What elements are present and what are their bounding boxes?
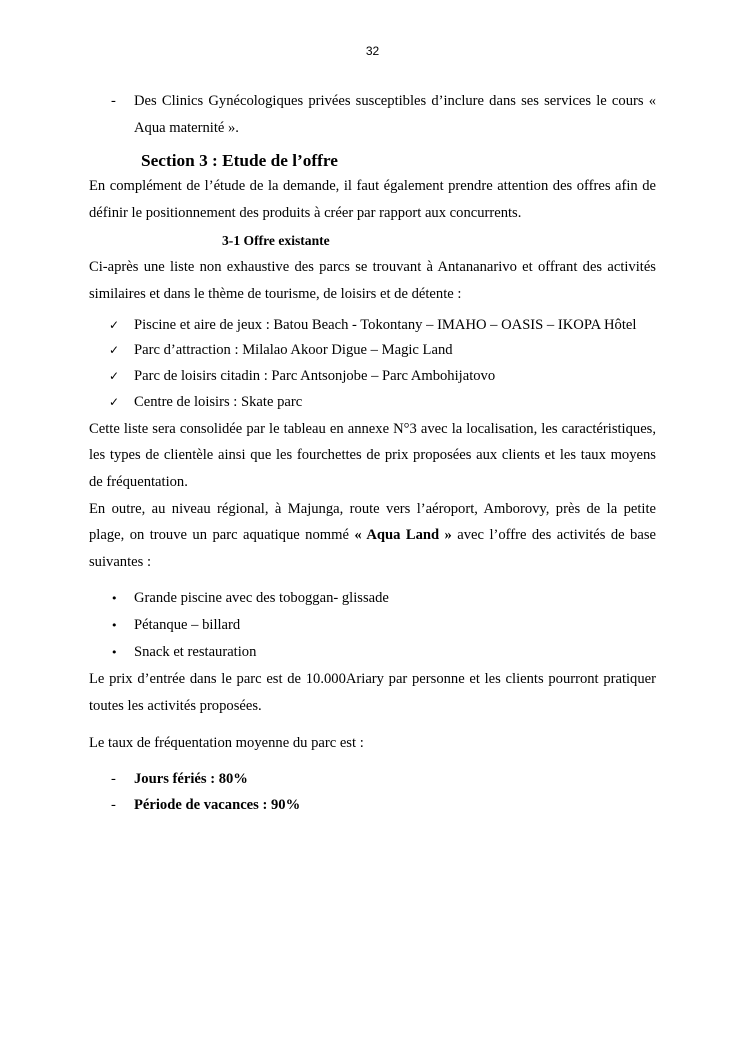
- section-intro-paragraph: En complément de l’étude de la demande, il faut également prendre attention des offres afin de définir le positionnement des produits à créer par rapport aux concurrents.: [89, 178, 656, 221]
- existing-offers-list: [89, 313, 656, 416]
- dash-marker: -: [111, 93, 116, 109]
- regional-text-start: En outre, au niveau régional, à Majunga, route vers l’aéroport, Amborovy, près de la petite plage, on trouve un parc aquatique nommé: [89, 500, 656, 544]
- list-item: [89, 639, 656, 666]
- list-item-text: Pétanque – billard: [134, 617, 241, 634]
- list-item-text: Centre de loisirs : Skate parc: [134, 393, 303, 410]
- list-item: [89, 612, 656, 639]
- list-item-text: Parc de loisirs citadin : Parc Antsonjobe – Parc Ambohijatovo: [134, 368, 496, 385]
- consolidation-paragraph: Cette liste sera consolidée par le tableau en annexe N°3 avec la localisation, les caractéristiques, les types de clientèle ainsi que les fourchettes de prix proposées aux clients et les taux moyens de fréquentation.: [89, 420, 656, 490]
- dash-marker: -: [111, 771, 116, 788]
- section-title: Section 3 : Etude de l’offre: [141, 151, 338, 171]
- dash-marker: -: [111, 797, 116, 814]
- list-item-text: Piscine et aire de jeux : Batou Beach - Tokontany – IMAHO – OASIS – IKOPA Hôtel: [134, 316, 637, 333]
- activities-list: [89, 585, 656, 666]
- list-item-text: Parc d’attraction : Milalao Akoor Digue – Magic Land: [134, 342, 453, 359]
- bullet-icon: •: [111, 592, 118, 606]
- regional-text-end: avec l’offre des activités de base suivantes :: [89, 527, 656, 570]
- subsection-title: 3-1 Offre existante: [222, 233, 330, 249]
- intro-item-text: Des Clinics Gynécologiques privées susceptibles d’inclure dans ses services le cours « Aqua maternité ».: [134, 93, 656, 136]
- list-item: [89, 364, 656, 390]
- list-item-text: Snack et restauration: [134, 644, 257, 661]
- checkmark-icon: ✓: [109, 343, 120, 358]
- bullet-icon: •: [111, 619, 118, 633]
- page-number: 32: [365, 44, 380, 58]
- list-item-text: Grande piscine avec des toboggan- glissade: [134, 590, 389, 607]
- list-item: [89, 338, 656, 364]
- list-item: [89, 313, 656, 339]
- checkmark-icon: ✓: [109, 394, 120, 409]
- page-content: [89, 88, 656, 818]
- checkmark-icon: ✓: [109, 369, 120, 384]
- rates-list: [89, 766, 656, 818]
- checkmark-icon: ✓: [109, 317, 120, 332]
- regional-paragraph: [89, 496, 656, 576]
- intro-list-item: [89, 88, 656, 141]
- rate-intro-paragraph: Le taux de fréquentation moyenne du parc est :: [89, 734, 364, 751]
- price-paragraph: Le prix d’entrée dans le parc est de 10.000Ariary par personne et les clients pourront pratiquer toutes les activités proposées.: [89, 671, 656, 714]
- list-item: [89, 390, 656, 416]
- spacer: [89, 720, 656, 730]
- bullet-icon: •: [111, 646, 118, 660]
- rate-label: Jours fériés : 80%: [134, 771, 248, 788]
- rate-item: [89, 766, 656, 792]
- rate-item: [89, 792, 656, 818]
- rate-label: Période de vacances : 90%: [134, 797, 301, 814]
- park-name: « Aqua Land »: [354, 527, 452, 544]
- list-intro-paragraph: Ci-après une liste non exhaustive des parcs se trouvant à Antananarivo et offrant des activités similaires et dans le thème de tourisme, de loisirs et de détente :: [89, 259, 656, 302]
- list-item: [89, 585, 656, 612]
